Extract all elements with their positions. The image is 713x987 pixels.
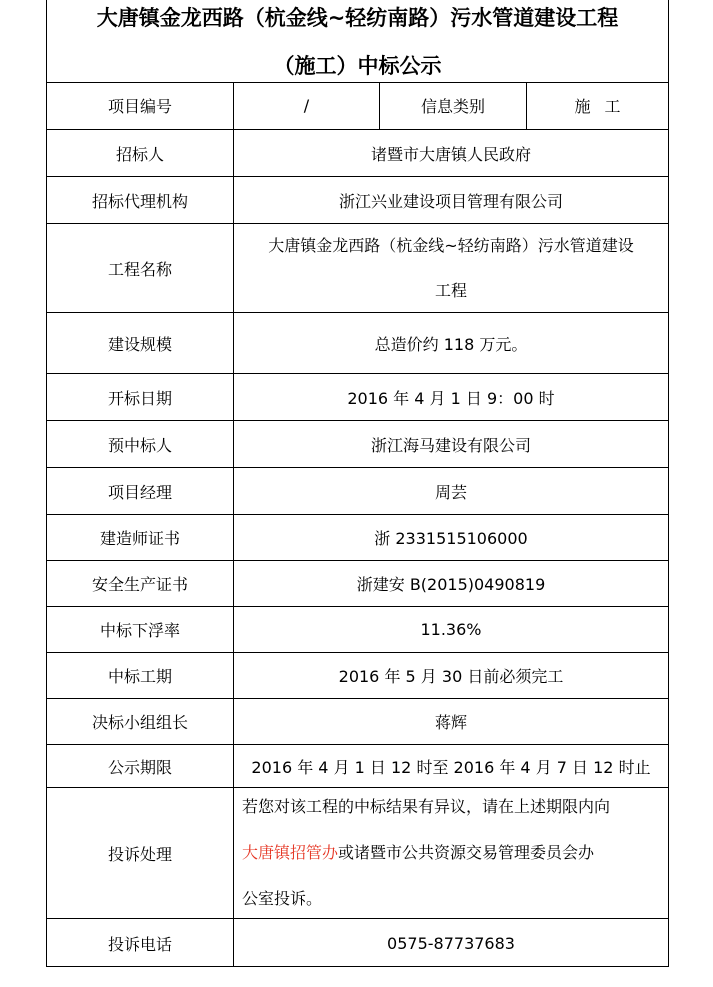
row-safety-cert (47, 561, 668, 607)
leader-value: 蒋辉 (434, 713, 467, 732)
project-name-line-2: 工程 (434, 281, 467, 300)
open-date-label: 开标日期 (47, 374, 234, 420)
builder-cert-value: 浙 2331515106000 (374, 529, 528, 548)
safety-cert-value: 浙建安 B(2015)0490819 (356, 575, 546, 594)
row-notice-period (47, 745, 668, 788)
row-scale (47, 313, 668, 374)
row-phone (47, 919, 668, 967)
complaint-line-2-rest: 或诸暨市公共资源交易管理委员会办 (338, 843, 595, 862)
project-name-label: 工程名称 (47, 224, 234, 312)
phone-label: 投诉电话 (47, 919, 234, 967)
safety-cert-label: 安全生产证书 (47, 561, 234, 606)
winner-value: 浙江海马建设有限公司 (370, 435, 531, 455)
period-value: 2016 年 5 月 30 日前必须完工 (338, 667, 564, 686)
info-type-value: 施工 (574, 97, 635, 116)
announcement-table (46, 0, 669, 967)
row-period (47, 653, 668, 699)
title-line-1: 大唐镇金龙西路（杭金线~轻纺南路）污水管道建设工程 (96, 6, 619, 30)
agency-label: 招标代理机构 (47, 177, 234, 223)
table-title (47, 0, 668, 83)
manager-value: 周芸 (434, 482, 467, 502)
complaint-line-2 (242, 830, 610, 876)
row-float-rate (47, 607, 668, 653)
row-builder-cert (47, 515, 668, 561)
float-rate-value: 11.36% (420, 620, 482, 639)
agency-value: 浙江兴业建设项目管理有限公司 (338, 191, 563, 211)
phone-value: 0575-87737683 (387, 933, 515, 953)
scale-label: 建设规模 (47, 313, 234, 373)
tenderer-value: 诸暨市大唐镇人民政府 (370, 144, 531, 164)
complaint-office-highlight: 大唐镇招管办 (242, 843, 339, 862)
manager-label: 项目经理 (47, 468, 234, 514)
info-type-label: 信息类别 (380, 82, 527, 129)
title-line-2: （施工）中标公示 (273, 54, 442, 78)
notice-period-label: 公示期限 (47, 745, 234, 787)
project-id-value: / (234, 82, 380, 129)
project-name-line-1: 大唐镇金龙西路（杭金线~轻纺南路）污水管道建设 (268, 236, 634, 255)
tenderer-label: 招标人 (47, 130, 234, 176)
float-rate-label: 中标下浮率 (47, 607, 234, 652)
row-complaint (47, 788, 668, 919)
row-winner (47, 421, 668, 468)
row-project-name (47, 224, 668, 313)
project-id-label: 项目编号 (47, 82, 234, 129)
row-leader (47, 699, 668, 745)
leader-label: 决标小组组长 (47, 699, 234, 744)
complaint-label: 投诉处理 (47, 788, 234, 918)
row-open-date (47, 374, 668, 421)
scale-value: 总造价约 118 万元。 (374, 334, 528, 354)
open-date-value: 2016 年 4 月 1 日 9：00 时 (347, 388, 555, 408)
complaint-text (234, 788, 668, 918)
project-name-value (234, 224, 668, 312)
row-project-id (47, 82, 668, 130)
winner-label: 预中标人 (47, 421, 234, 467)
complaint-line-3: 公室投诉。 (242, 889, 323, 908)
row-tenderer (47, 130, 668, 177)
row-manager (47, 468, 668, 515)
row-agency (47, 177, 668, 224)
period-label: 中标工期 (47, 653, 234, 698)
notice-period-value: 2016 年 4 月 1 日 12 时至 2016 年 4 月 7 日 12 时止 (251, 757, 651, 777)
builder-cert-label: 建造师证书 (47, 515, 234, 560)
complaint-line-1: 若您对该工程的中标结果有异议，请在上述期限内向 (242, 797, 611, 816)
